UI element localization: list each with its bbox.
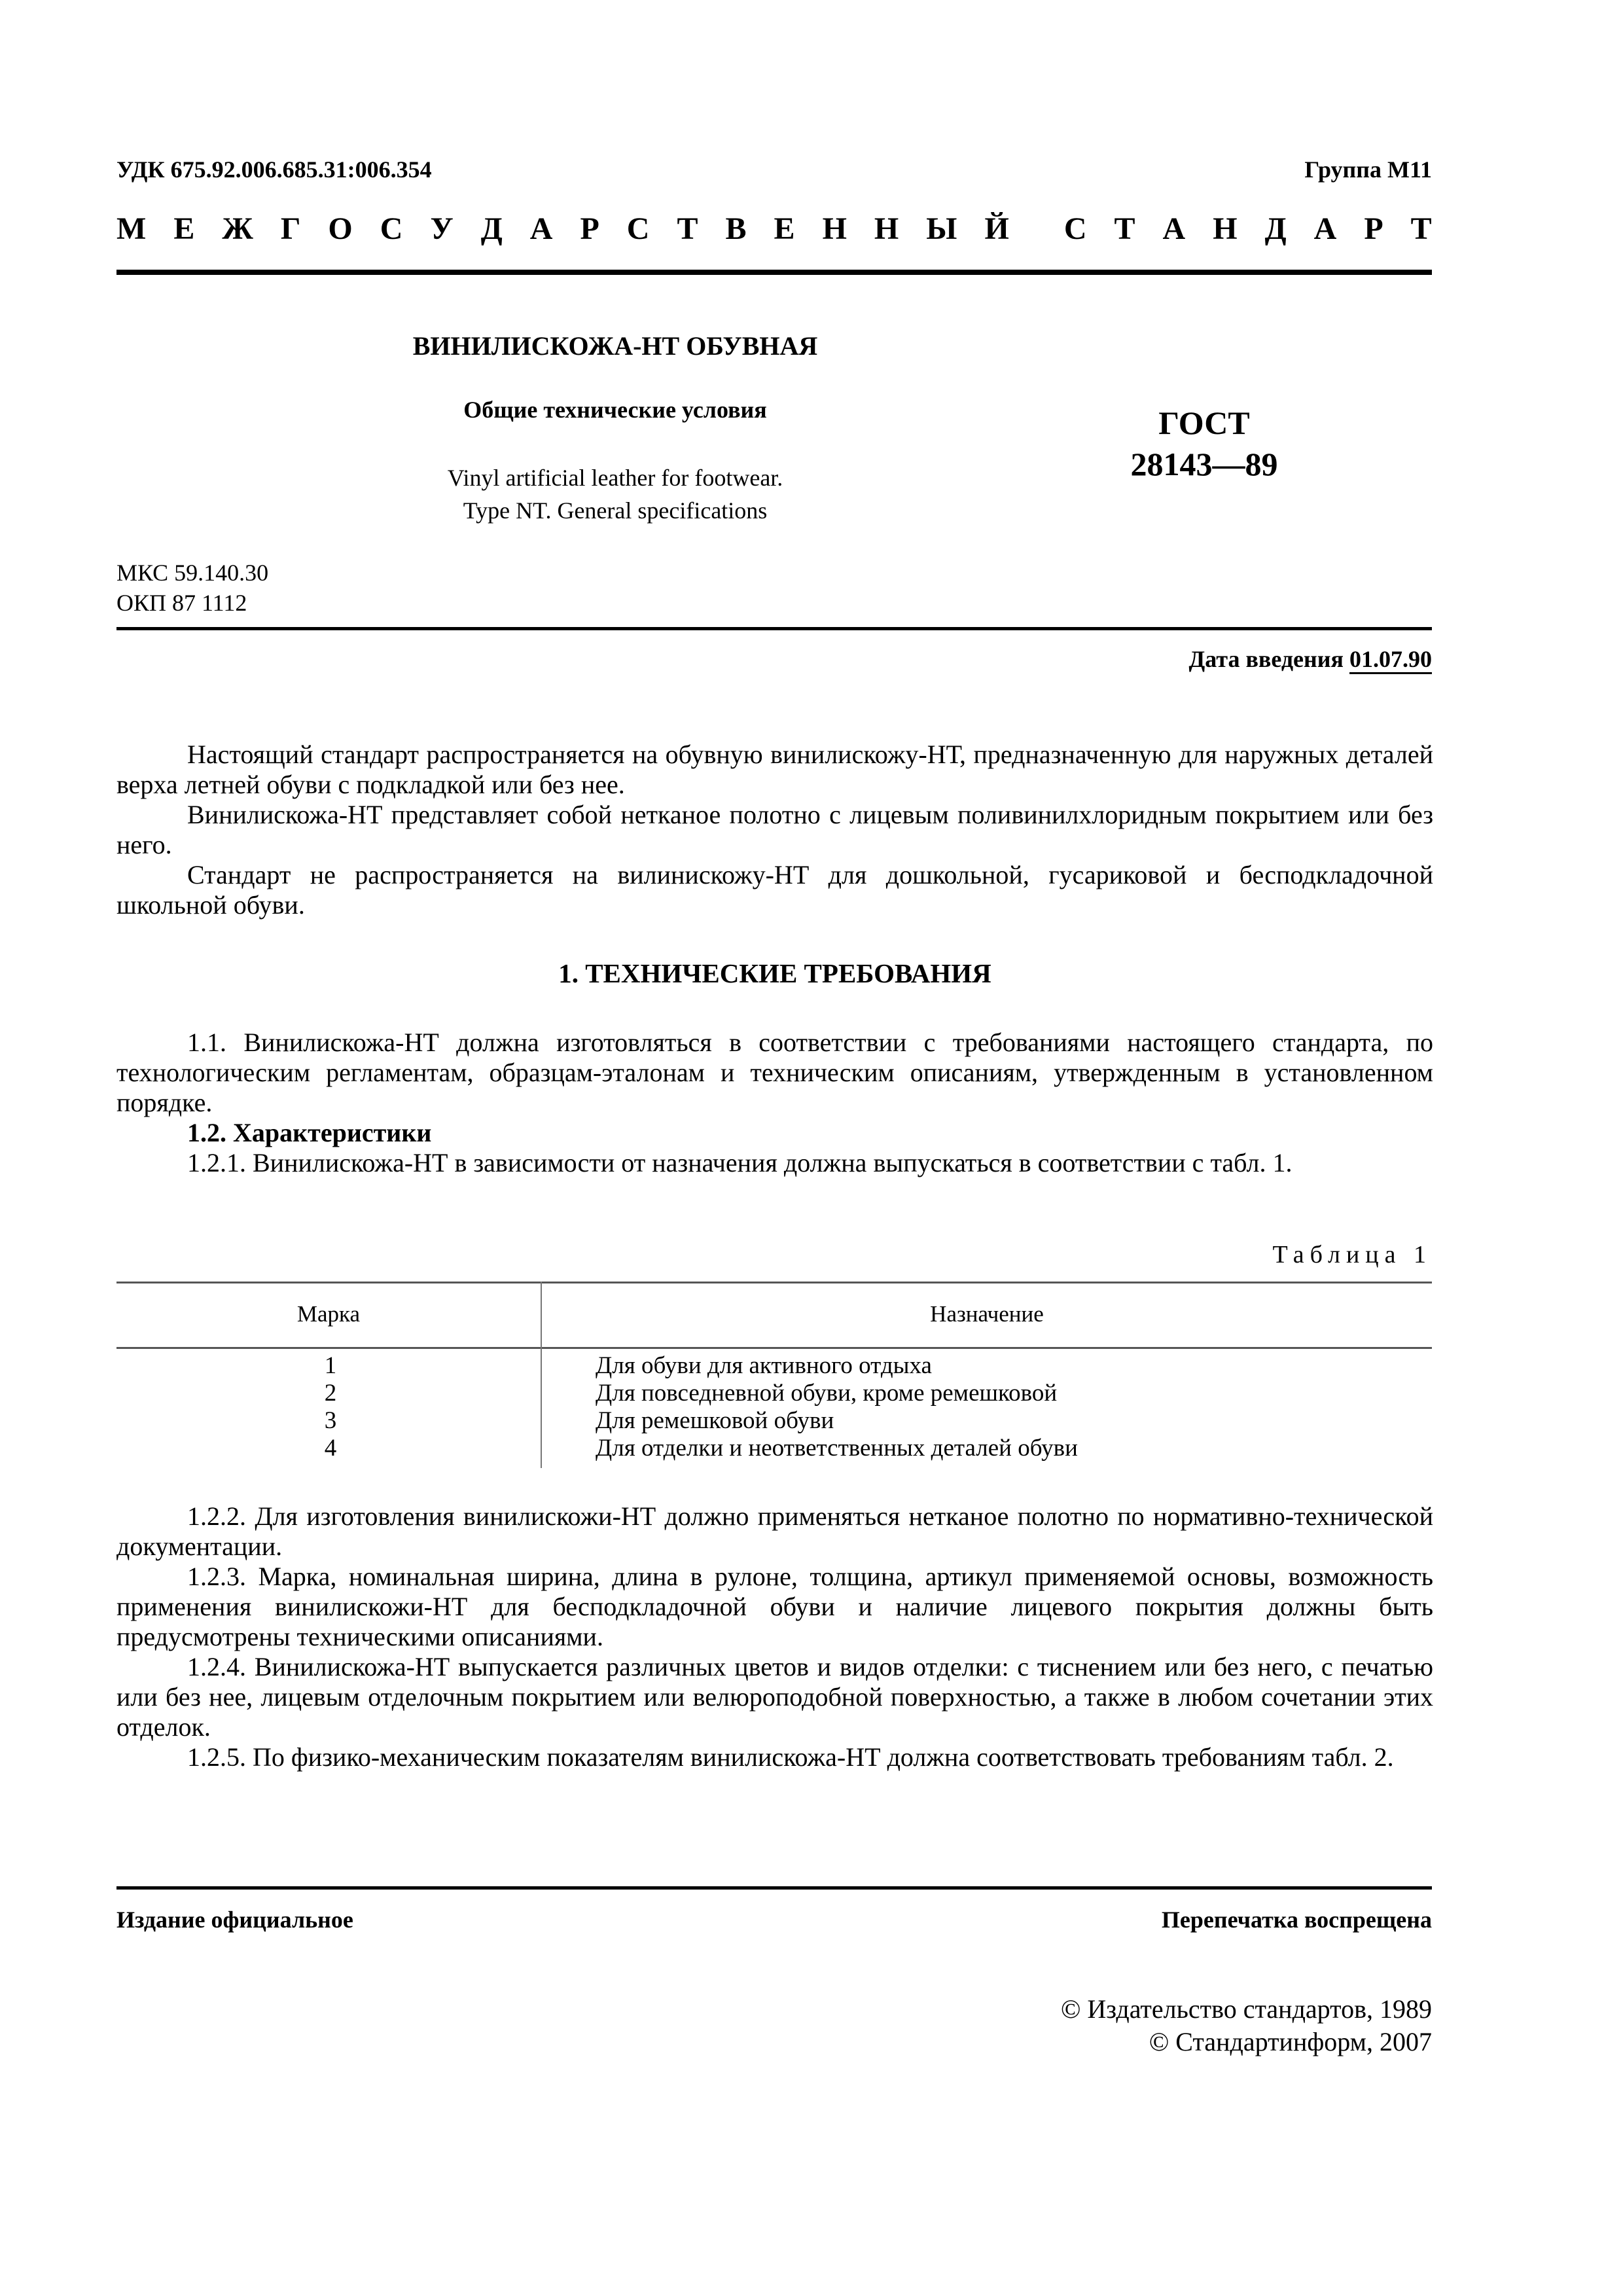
heading-letter: Д — [480, 211, 503, 246]
heading-letter: Е — [774, 211, 795, 246]
table-header-rule — [116, 1347, 1432, 1349]
heading-letter: Е — [173, 211, 195, 246]
gost-designation — [1067, 403, 1342, 485]
heading-letter: А — [1313, 211, 1337, 246]
clause-1-2-heading: 1.2. Характеристики — [187, 1118, 432, 1147]
heading-letter: Н — [874, 211, 899, 246]
table-cell-purpose: Для обуви для активного отдыха — [596, 1352, 932, 1379]
clause-1-1: 1.1. Винилискожа-НТ должна изготовляться в соответствии с требованиями настоящего стандарта, по технологическим регламентам, образцам-эталонам и техническим описаниям, утвержденным в установленном порядке. — [116, 1028, 1433, 1117]
header-divider — [116, 270, 1432, 275]
table-cell-mark: 1 — [324, 1352, 337, 1379]
clause-1-2-1: 1.2.1. Винилискожа-НТ в зависимости от назначения должна выпускаться в соответствии с табл. 1. — [187, 1148, 1293, 1177]
table-column-purposes — [596, 1352, 1078, 1462]
heading-letter: Н — [1213, 211, 1238, 246]
english-title-line2: Type NT. General specifications — [463, 497, 768, 524]
intro-paragraph-3: Стандарт не распространяется на вилинискожу-НТ для дошкольной, гусариковой и бесподкладочной школьной обуви. — [116, 860, 1433, 920]
heading-letter: Й — [984, 211, 1009, 246]
gost-label: ГОСТ — [1158, 404, 1250, 441]
table-cell-mark: 3 — [324, 1407, 337, 1434]
standard-type-heading — [116, 211, 1432, 247]
heading-letter: О — [328, 211, 353, 246]
english-title-line1: Vinyl artificial leather for footwear. — [447, 465, 783, 491]
table-header-purpose: Назначение — [930, 1301, 1044, 1327]
table-cell-mark: 2 — [324, 1380, 337, 1407]
heading-letter: Т — [1410, 211, 1432, 246]
heading-letter: У — [430, 211, 454, 246]
table-cell-purpose: Для ремешковой обуви — [596, 1407, 834, 1434]
group-code: Группа М11 — [1304, 156, 1432, 183]
table-caption: Таблица 1 — [1272, 1241, 1432, 1268]
heading-letter: А — [529, 211, 553, 246]
clause-1-2-3: 1.2.3. Марка, номинальная ширина, длина в рулоне, толщина, артикул применяемой основы, возможность применения винилискожи-НТ для бесподкладочной обуви и наличие лицевого покрытия должны быть предусмотрены техническими описаниями. — [116, 1562, 1433, 1651]
heading-letter: А — [1162, 211, 1186, 246]
heading-letter: Ы — [926, 211, 957, 246]
document-subtitle: Общие технические условия — [463, 397, 767, 423]
heading-letter: Ж — [222, 211, 253, 246]
section-title: 1. ТЕХНИЧЕСКИЕ ТРЕБОВАНИЯ — [558, 958, 991, 988]
table-cell-purpose: Для повседневной обуви, кроме ремешковой — [596, 1380, 1058, 1407]
heading-letter: М — [116, 211, 147, 246]
table-header-mark: Марка — [296, 1301, 361, 1327]
heading-letter: Д — [1264, 211, 1287, 246]
heading-letter: Р — [1364, 211, 1383, 246]
introduction-date — [1189, 645, 1433, 673]
document-title: ВИНИЛИСКОЖА-НТ ОБУВНАЯ — [412, 331, 818, 361]
official-edition-label: Издание официальное — [116, 1907, 353, 1933]
okp-code: ОКП 87 1112 — [116, 590, 247, 616]
reprint-prohibited-label: Перепечатка воспрещена — [1161, 1907, 1432, 1933]
footer-divider — [116, 1886, 1432, 1890]
heading-letter: Р — [580, 211, 599, 246]
heading-letter: Н — [822, 211, 847, 246]
heading-letter: Г — [280, 211, 301, 246]
heading-letter: С — [380, 211, 403, 246]
table-cell-purpose: Для отделки и неответственных деталей обуви — [596, 1435, 1078, 1462]
table-column-marks — [301, 1352, 360, 1462]
gost-number: 28143—89 — [1130, 446, 1278, 482]
copyright-block — [1061, 1993, 1432, 2058]
table-cell-mark: 4 — [324, 1435, 337, 1462]
intro-paragraph-1: Настоящий стандарт распространяется на обувную винилискожу-НТ, предназначенную для наружных деталей верха летней обуви с подкладкой или без нее. — [116, 740, 1433, 799]
heading-letter: Т — [677, 211, 698, 246]
heading-letter: Т — [1114, 211, 1135, 246]
clause-1-2-4: 1.2.4. Винилискожа-НТ выпускается различных цветов и видов отделки: с тиснением или без него, с печатью или без нее, лицевым отделочным покрытием или велюроподобной поверхностью, а также в любом сочетании этих отделок. — [116, 1652, 1433, 1742]
heading-letter: С — [1063, 211, 1087, 246]
copyright-line-2: © Стандартинформ, 2007 — [1149, 2027, 1432, 2056]
intro-paragraph-2: Винилискожа-НТ представляет собой нетканое полотно с лицевым поливинилхлоридным покрытием или без него. — [116, 800, 1433, 859]
english-title — [386, 461, 844, 527]
title-divider — [116, 627, 1432, 630]
date-value: 01.07.90 — [1349, 646, 1432, 672]
table-top-rule — [116, 1282, 1432, 1283]
clause-1-2-2: 1.2.2. Для изготовления винилискожи-НТ должно применяться нетканое полотно по нормативно-технической документации. — [116, 1501, 1433, 1561]
mks-code: МКС 59.140.30 — [116, 560, 269, 586]
clause-1-2-5: 1.2.5. По физико-механическим показателям винилискожа-НТ должна соответствовать требованиям табл. 2. — [187, 1742, 1394, 1772]
date-label: Дата введения — [1188, 646, 1344, 672]
classification-codes — [116, 558, 268, 618]
copyright-line-1: © Издательство стандартов, 1989 — [1060, 1994, 1432, 2024]
heading-letter: В — [725, 211, 747, 246]
heading-letter: С — [626, 211, 650, 246]
udk-code: УДК 675.92.006.685.31:006.354 — [116, 156, 432, 183]
